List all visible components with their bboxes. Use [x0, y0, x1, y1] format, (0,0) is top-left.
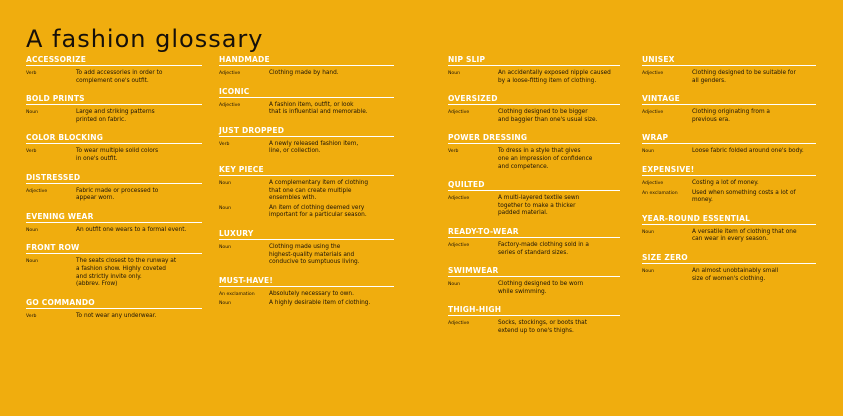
- glossary-entry: [448, 94, 620, 124]
- definition-row: [448, 148, 620, 171]
- glossary-entry: [219, 276, 394, 308]
- definition-row: [26, 227, 202, 235]
- glossary-entry: [219, 55, 394, 78]
- definition-line: extend up to one's thighs.: [498, 327, 574, 334]
- definition-line: (abbrev. Frow): [76, 281, 118, 288]
- definition-line: The seats closest to the runway at: [76, 258, 177, 265]
- glossary-entry: [219, 229, 394, 267]
- definition-line: and strictly invite only.: [76, 273, 142, 280]
- glossary-term: POWER DRESSING: [448, 133, 620, 144]
- definition-row: [448, 320, 620, 335]
- glossary-entry: [448, 55, 620, 85]
- glossary-term: OVERSIZED: [448, 94, 620, 105]
- definition-line: previous era.: [692, 116, 730, 123]
- glossary-entry: [26, 173, 202, 203]
- definition-line: ensembles with.: [269, 195, 317, 202]
- part-of-speech: Noun: [448, 282, 461, 288]
- glossary-entry: [219, 165, 394, 220]
- part-of-speech: Noun: [448, 71, 461, 76]
- part-of-speech: Adjective: [642, 71, 664, 76]
- part-of-speech: Noun: [26, 110, 39, 116]
- glossary-term: LUXURY: [219, 229, 394, 240]
- definition-line: size of women's clothing.: [692, 275, 766, 282]
- glossary-entry: [642, 165, 816, 205]
- definition-line: A newly released fashion item,: [269, 140, 359, 147]
- definition-line: and baggier than one's usual size.: [498, 116, 598, 123]
- definition-line: together to make a thicker: [498, 202, 576, 209]
- glossary-entry: [642, 94, 816, 124]
- definition-text: [76, 70, 162, 85]
- definition-line: Clothing designed to be worn: [498, 281, 584, 288]
- glossary-term: QUILTED: [448, 180, 620, 191]
- definition-text: [692, 109, 770, 124]
- glossary-entry: [448, 266, 620, 296]
- part-of-speech: Adjective: [642, 180, 664, 186]
- definition-line: that is influential and memorable.: [269, 109, 368, 116]
- definition-row: [26, 148, 202, 163]
- definition-text: [76, 109, 155, 124]
- definition-row: [219, 300, 394, 308]
- part-of-speech: Verb: [219, 141, 230, 147]
- glossary-term: DISTRESSED: [26, 173, 202, 184]
- definition-text: [692, 190, 796, 205]
- part-of-speech: An exclamation: [219, 291, 255, 297]
- glossary-term: ACCESSORIZE: [26, 55, 202, 66]
- glossary-term: MUST-HAVE!: [219, 276, 394, 287]
- definition-line: money.: [692, 197, 713, 204]
- part-of-speech: Verb: [26, 313, 37, 319]
- definition-line: A multi-layered textile sewn: [498, 195, 580, 202]
- definition-text: [76, 227, 186, 235]
- definition-row: [26, 313, 202, 321]
- definition-line: To add accessories in order to: [76, 70, 163, 76]
- definition-text: [269, 205, 367, 220]
- definition-text: [269, 291, 354, 299]
- part-of-speech: Noun: [26, 259, 39, 265]
- glossary-entry: [448, 227, 620, 257]
- definition-line: Factory-made clothing sold in a: [498, 241, 589, 248]
- definition-line: Absolutely necessary to own.: [269, 290, 354, 297]
- definition-text: [692, 70, 796, 85]
- definition-line: all genders.: [692, 77, 727, 84]
- definition-text: [76, 258, 176, 288]
- glossary-term: WRAP: [642, 133, 816, 144]
- glossary-term: VINTAGE: [642, 94, 816, 105]
- definition-line: To not wear any underwear.: [76, 312, 157, 319]
- definition-line: conducive to sumptuous living.: [269, 259, 360, 266]
- glossary-entry: [26, 243, 202, 288]
- glossary-term: YEAR-ROUND ESSENTIAL: [642, 214, 816, 225]
- definition-line: in one's outfit.: [76, 155, 118, 162]
- glossary-term: NIP SLIP: [448, 55, 620, 66]
- definition-line: An item of clothing deemed very: [269, 204, 365, 211]
- definition-text: [76, 148, 158, 163]
- glossary-entry: [642, 55, 816, 85]
- definition-row: [642, 109, 816, 124]
- definition-line: Clothing designed to be suitable for: [692, 70, 796, 76]
- definition-row: [642, 70, 816, 85]
- definition-text: [498, 148, 592, 171]
- definition-text: [269, 141, 358, 156]
- definition-text: [498, 109, 597, 124]
- page-title: A fashion glossary: [26, 25, 264, 54]
- part-of-speech: Adjective: [448, 242, 470, 248]
- glossary-column-2: [219, 55, 394, 317]
- definition-row: [448, 195, 620, 218]
- part-of-speech: An exclamation: [642, 190, 678, 196]
- definition-line: Costing a lot of money.: [692, 179, 759, 186]
- definition-text: [269, 300, 370, 308]
- definition-line: a fashion show. Highly coveted: [76, 265, 166, 272]
- glossary-entry: [26, 55, 202, 85]
- definition-line: Clothing made using the: [269, 243, 341, 250]
- definition-text: [692, 148, 804, 156]
- definition-row: [219, 244, 394, 267]
- definition-text: [692, 268, 778, 283]
- definition-row: [219, 180, 394, 203]
- definition-line: Socks, stockings, or boots that: [498, 320, 587, 327]
- glossary-term: BOLD PRINTS: [26, 94, 202, 105]
- glossary-term: FRONT ROW: [26, 243, 202, 254]
- definition-line: can wear in every season.: [692, 236, 768, 243]
- glossary-entry: [642, 253, 816, 283]
- definition-line: padded material.: [498, 210, 548, 217]
- glossary-column-4: [642, 55, 816, 292]
- definition-row: [26, 188, 202, 203]
- definition-line: An accidentally exposed nipple caused: [498, 70, 611, 76]
- part-of-speech: Adjective: [642, 110, 664, 116]
- glossary-term: THIGH-HIGH: [448, 305, 620, 316]
- definition-text: [692, 229, 797, 244]
- definition-line: An almost unobtainably small: [692, 267, 779, 274]
- glossary-entry: [26, 133, 202, 163]
- definition-line: A fashion item, outfit, or look: [269, 101, 354, 108]
- part-of-speech: Verb: [26, 149, 37, 155]
- definition-row: [642, 190, 816, 205]
- definition-line: that one can create multiple: [269, 187, 352, 194]
- glossary-entry: [26, 298, 202, 321]
- definition-row: [448, 242, 620, 257]
- glossary-term: COLOR BLOCKING: [26, 133, 202, 144]
- definition-line: line, or collection.: [269, 148, 321, 155]
- glossary-entry: [26, 94, 202, 124]
- part-of-speech: Noun: [219, 244, 232, 250]
- definition-text: [76, 313, 156, 321]
- definition-line: appear worn.: [76, 195, 115, 202]
- definition-line: An outfit one wears to a formal event.: [76, 226, 187, 233]
- definition-row: [219, 70, 394, 78]
- part-of-speech: Verb: [448, 149, 459, 155]
- glossary-term: EVENING WEAR: [26, 212, 202, 223]
- definition-text: [498, 195, 579, 218]
- glossary-entry: [448, 180, 620, 218]
- part-of-speech: Noun: [219, 205, 232, 211]
- definition-text: [692, 180, 759, 188]
- part-of-speech: Noun: [219, 301, 232, 307]
- definition-line: while swimming.: [498, 288, 547, 295]
- definition-line: Used when something costs a lot of: [692, 189, 796, 196]
- definition-line: one an impression of confidence: [498, 155, 593, 162]
- part-of-speech: Noun: [642, 268, 655, 274]
- definition-text: [498, 320, 587, 335]
- definition-line: and competence.: [498, 163, 549, 170]
- glossary-term: SIZE ZERO: [642, 253, 816, 264]
- definition-line: important for a particular season.: [269, 212, 367, 219]
- definition-line: To dress in a style that gives: [498, 148, 581, 155]
- definition-line: To wear multiple solid colors: [76, 148, 159, 155]
- part-of-speech: Noun: [642, 229, 655, 235]
- definition-row: [219, 205, 394, 220]
- glossary-term: GO COMMANDO: [26, 298, 202, 309]
- definition-row: [26, 70, 202, 85]
- definition-line: A complementary item of clothing: [269, 179, 369, 186]
- definition-row: [642, 180, 816, 188]
- definition-line: A highly desirable item of clothing.: [269, 300, 371, 307]
- part-of-speech: Noun: [642, 149, 655, 155]
- definition-row: [642, 268, 816, 283]
- glossary-entry: [448, 133, 620, 171]
- glossary-column-1: [26, 55, 202, 329]
- part-of-speech: Noun: [26, 227, 39, 233]
- part-of-speech: Adjective: [219, 71, 241, 76]
- glossary-term: SWIMWEAR: [448, 266, 620, 277]
- glossary-entry: [26, 212, 202, 235]
- definition-line: printed on fabric.: [76, 116, 127, 123]
- part-of-speech: Noun: [219, 180, 232, 186]
- definition-line: by a loose-fitting item of clothing.: [498, 77, 597, 84]
- definition-row: [448, 70, 620, 85]
- glossary-term: ICONIC: [219, 87, 394, 98]
- glossary-term: HANDMADE: [219, 55, 394, 66]
- part-of-speech: Adjective: [448, 196, 470, 202]
- definition-line: Clothing designed to be bigger: [498, 109, 588, 116]
- part-of-speech: Adjective: [448, 110, 470, 116]
- definition-line: Fabric made or processed to: [76, 187, 159, 194]
- part-of-speech: Verb: [26, 71, 37, 76]
- definition-row: [642, 148, 816, 156]
- glossary-term: READY-TO-WEAR: [448, 227, 620, 238]
- definition-line: complement one's outfit.: [76, 77, 149, 84]
- definition-line: series of standard sizes.: [498, 249, 569, 256]
- glossary-entry: [642, 133, 816, 156]
- definition-row: [26, 258, 202, 288]
- glossary-column-3: [448, 55, 620, 345]
- definition-line: Clothing originating from a: [692, 109, 770, 116]
- glossary-term: EXPENSIVE!: [642, 165, 816, 176]
- definition-line: Loose fabric folded around one's body.: [692, 148, 804, 155]
- definition-row: [448, 109, 620, 124]
- definition-text: [498, 242, 589, 257]
- part-of-speech: Adjective: [26, 188, 48, 194]
- definition-line: Clothing made by hand.: [269, 70, 339, 76]
- glossary-term: KEY PIECE: [219, 165, 394, 176]
- definition-row: [219, 102, 394, 117]
- definition-text: [498, 70, 611, 85]
- glossary-entry: [448, 305, 620, 335]
- glossary-entry: [642, 214, 816, 244]
- definition-row: [642, 229, 816, 244]
- definition-text: [269, 180, 368, 203]
- definition-line: highest-quality materials and: [269, 251, 355, 258]
- definition-text: [269, 244, 360, 267]
- glossary-entry: [219, 87, 394, 117]
- glossary-term: JUST DROPPED: [219, 126, 394, 137]
- definition-line: A versatile item of clothing that one: [692, 228, 797, 235]
- definition-text: [269, 70, 339, 78]
- glossary-entry: [219, 126, 394, 156]
- part-of-speech: Adjective: [219, 102, 241, 108]
- definition-row: [219, 291, 394, 299]
- definition-text: [76, 188, 158, 203]
- definition-text: [498, 281, 583, 296]
- definition-text: [269, 102, 368, 117]
- glossary-term: UNISEX: [642, 55, 816, 66]
- definition-line: Large and striking patterns: [76, 109, 155, 116]
- definition-row: [448, 281, 620, 296]
- part-of-speech: Adjective: [448, 321, 470, 327]
- definition-row: [219, 141, 394, 156]
- definition-row: [26, 109, 202, 124]
